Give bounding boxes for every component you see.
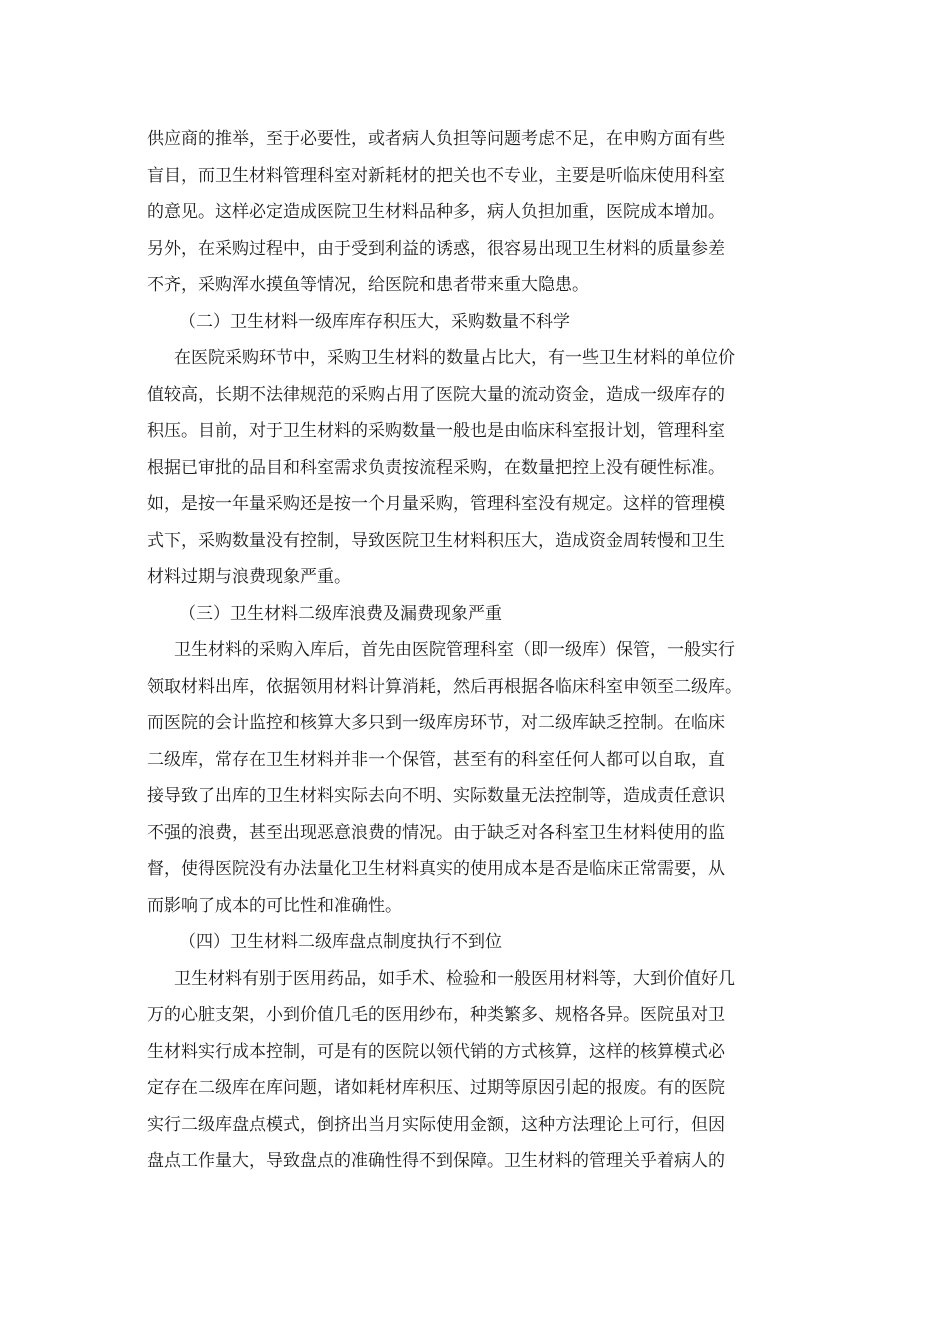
paragraph-line: 二级库，常存在卫生材料并非一个保管，甚至有的科室任何人都可以自取，直	[147, 749, 725, 770]
paragraph-line: 积压。目前，对于卫生材料的采购数量一般也是由临床科室报计划，管理科室	[147, 421, 725, 441]
section-heading-3: （三）卫生材料二级库浪费及漏费现象严重	[179, 603, 502, 624]
paragraph-line: 领取材料出库，依据领用材料计算消耗，然后再根据各临床科室申领至二级库。	[147, 676, 742, 697]
paragraph-line: 如，是按一年量采购还是按一个月量采购，管理科室没有规定。这样的管理模	[147, 494, 725, 514]
paragraph-line: 卫生材料有别于医用药品，如手术、检验和一般医用材料等，大到价值好几	[174, 968, 735, 989]
paragraph-line: 实行二级库盘点模式，倒挤出当月实际使用金额，这种方法理论上可行，但因	[147, 1114, 725, 1135]
paragraph-line: 万的心脏支架，小到价值几毛的医用纱布，种类繁多、规格各异。医院虽对卫	[147, 1005, 725, 1025]
paragraph-line: 督，使得医院没有办法量化卫生材料真实的使用成本是否是临床正常需要，从	[147, 859, 725, 879]
section-heading-2: （二）卫生材料一级库库存积压大，采购数量不科学	[179, 311, 570, 332]
paragraph-line: 而影响了成本的可比性和准确性。	[147, 895, 402, 916]
paragraph-line: 生材料实行成本控制，可是有的医院以领代销的方式核算，这样的核算模式必	[147, 1041, 725, 1062]
section-heading-4: （四）卫生材料二级库盘点制度执行不到位	[179, 932, 502, 952]
paragraph-line: 不齐，采购浑水摸鱼等情况，给医院和患者带来重大隐患。	[147, 275, 589, 295]
paragraph-line: 卫生材料的采购入库后，首先由医院管理科室（即一级库）保管，一般实行	[174, 640, 735, 660]
paragraph-line: 在医院采购环节中，采购卫生材料的数量占比大，有一些卫生材料的单位价	[174, 348, 735, 368]
paragraph-line: 盘点工作量大，导致盘点的准确性得不到保障。卫生材料的管理关乎着病人的	[147, 1151, 725, 1171]
paragraph-line: 不强的浪费，甚至出现恶意浪费的情况。由于缺乏对各科室卫生材料使用的监	[147, 822, 725, 843]
paragraph-line: 另外，在采购过程中，由于受到利益的诱惑，很容易出现卫生材料的质量参差	[147, 238, 725, 259]
paragraph-line: 根据已审批的品目和科室需求负责按流程采购，在数量把控上没有硬性标准。	[147, 457, 725, 478]
paragraph-line: 接导致了出库的卫生材料实际去向不明、实际数量无法控制等，造成责任意识	[147, 786, 725, 806]
paragraph-line: 盲目，而卫生材料管理科室对新耗材的把关也不专业，主要是听临床使用科室	[147, 165, 725, 186]
paragraph-line: 值较高，长期不法律规范的采购占用了医院大量的流动资金，造成一级库存的	[147, 384, 725, 405]
paragraph-line: 而医院的会计监控和核算大多只到一级库房环节，对二级库缺乏控制。在临床	[147, 713, 725, 733]
paragraph-line: 定存在二级库在库问题，诸如耗材库积压、过期等原因引起的报废。有的医院	[147, 1078, 725, 1098]
document-body	[147, 121, 807, 1180]
paragraph-line: 的意见。这样必定造成医院卫生材料品种多，病人负担加重，医院成本增加。	[147, 202, 725, 222]
paragraph-line: 供应商的推举，至于必要性，或者病人负担等问题考虑不足，在申购方面有些	[147, 129, 725, 149]
paragraph-line: 式下，采购数量没有控制，导致医院卫生材料积压大，造成资金周转慢和卫生	[147, 530, 725, 551]
paragraph-line: 材料过期与浪费现象严重。	[147, 567, 351, 587]
